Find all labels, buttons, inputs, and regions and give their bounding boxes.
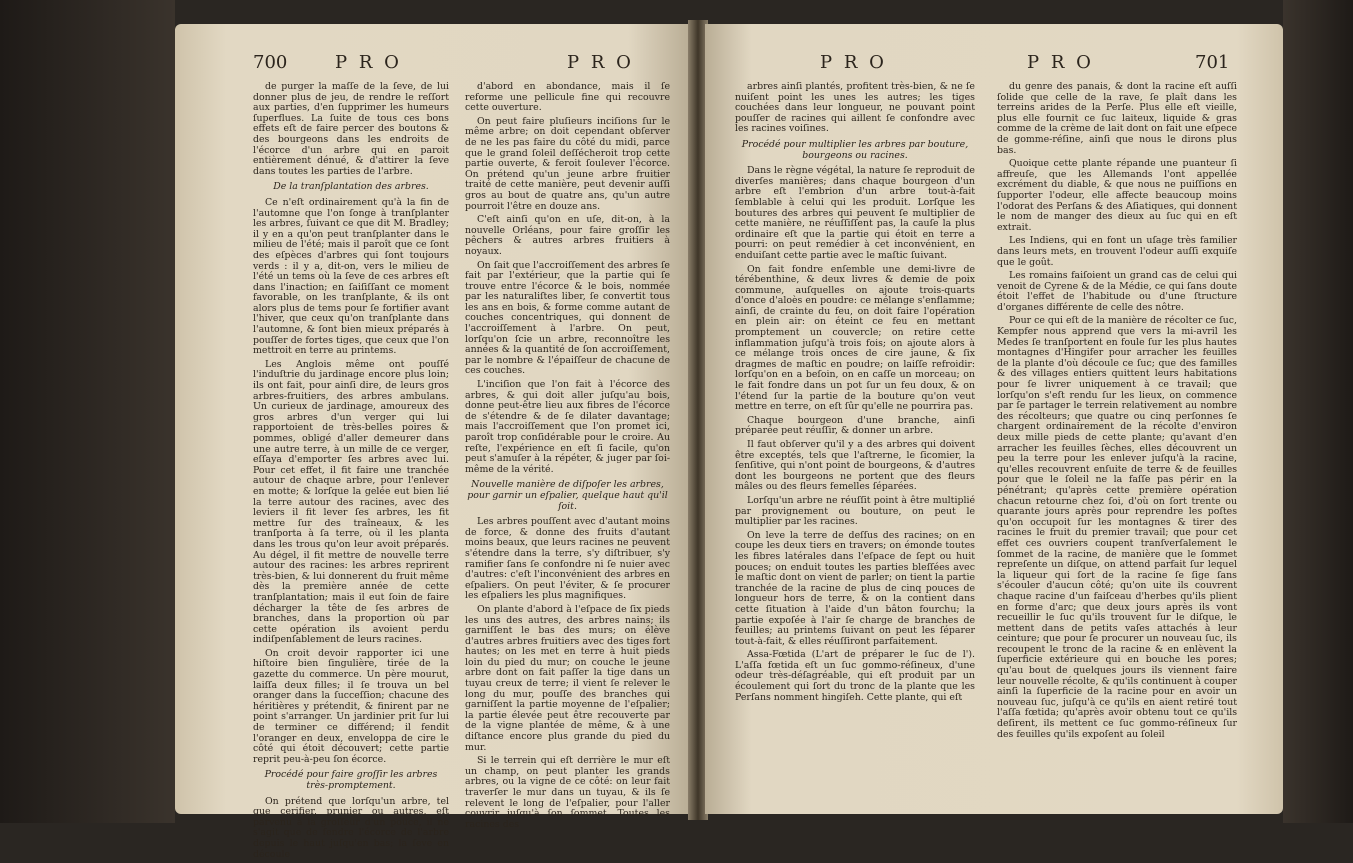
paragraph: Lorſqu'un arbre ne réuſſit point à être multiplié par provignement ou bouture, on peut le multiplier par les racines.: [735, 494, 975, 528]
background-right: [1283, 0, 1353, 823]
paragraph: On ſait que l'accroiſſement des arbres ſe fait par l'extérieur, que la partie qui ſe trouve entre l'écorce & le bois, nommée par les naturaliſtes liber, ſe convertit tous les ans en bois, & forme comme autant de couches concentriques, qui donnent de l'accroiſſement à l'arbre. On peut, lorſqu'on ſcie un arbre, reconnoître les années & la quantité de ſon accroiſſement, par le nombre & l'épaiſſeur de chacune de ces couches.: [465, 259, 670, 377]
left-header-right: P R O: [567, 52, 634, 73]
section-heading: Procédé pour multiplier les arbres par bouture, bourgeons ou racines.: [741, 138, 969, 161]
paragraph: Chaque bourgeon d'une branche, ainſi préparée peut réuſſir, & donner un arbre.: [735, 414, 975, 437]
paragraph: arbres ainſi plantés, profitent très-bien, & ne ſe nuiſent point les unes les autres; les tiges couchées dans leur longueur, ne pouvant point pouſſer de racines qui aillent ſe confondre avec les racines voiſines.: [735, 81, 975, 135]
left-page-number: 700: [253, 52, 288, 73]
section-heading: Nouvelle manière de diſpoſer les arbres, pour garnir un eſpalier, quelque haut qu'il ſoit.: [467, 479, 668, 512]
paragraph: Les Indiens, qui en font un uſage très familier dans leurs mets, en trouvent l'odeur auſſi exquiſe que le goût.: [997, 235, 1237, 268]
left-header-left: P R O: [335, 52, 402, 73]
paragraph: On fait fondre enſemble une demi-livre de térébenthine, & deux livres & demie de poix commune, auſquelles on ajoute trois-quarts d'once d'aloès en poudre: ce mélange s'enflamme; ainſi, de crainte du feu, on doit faire l'opération en plein air: on éteint ce feu en mettant promptement un couvercle; on retire cette inflammation juſqu'à trois fois; on ajoute alors à ce mélange trois onces de cire jaune, & ſix dragmes de maſtic en poudre; on laiſſe refroidir: lorſqu'on en a beſoin, on en caſſe un morceau; on le fait fondre dans un pot ſur un feu doux, & on l'étend ſur la partie de la bouture qu'on veut mettre en terre, on eſt ſûr qu'elle ne pourrira pas.: [735, 263, 975, 413]
paragraph: Assa-Fœtida (L'art de préparer le ſuc de l'). L'aſſa fœtida eſt un ſuc gommo-réſineux, d'une odeur très-déſagréable, qui eſt produit par un écoulement qui ſort du tronc de la plante que les Perſans nomment hingiſeh. Cette plante, qui eſt: [735, 649, 975, 703]
paragraph: On croit devoir rapporter ici une hiſtoire bien ſingulière, tirée de la gazette du commerce. Un père mourut, laiſſa deux filles; il ſe trouva un bel oranger dans la ſucceſſion; chacune des héritières y prétendit, & finirent par ne point s'arranger. Un jardinier prit ſur lui de terminer ce différend; il fendit l'oranger en deux, enveloppa de cire le côté qui étoit découvert; cette partie reprit peu-à-peu ſon écorce.: [253, 647, 449, 765]
paragraph: Les romains faiſoient un grand cas de celui qui venoit de Cyrene & de la Médie, ce qui ſans doute étoit l'effet de l'habitude ou d'une ſtructure d'organes différente de celle des nôtre.: [997, 270, 1237, 313]
paragraph: C'eſt ainſi qu'on en uſe, dit-on, à la nouvelle Orléans, pour faire groſſir les pêchers & autres arbres fruitiers à noyaux.: [465, 214, 670, 257]
left-page: [175, 24, 690, 860]
paragraph: Il faut obſerver qu'il y a des arbres qui doivent être exceptés, tels que l'aſtrerne, le ſicomier, la ſenſitive, qui n'ont point de bourgeons, & d'autres dont les bourgeons ne portent que des fleurs mâles ou des fleurs femelles ſéparées.: [735, 439, 975, 493]
right-column-1: [735, 82, 975, 706]
paragraph: de purger la maſſe de la ſeve, de lui donner plus de jeu, de rendre le reſſort aux parties, d'en ſupprimer les humeurs ſuperflues. La ſuite de tous ces bons effets eſt de faire percer des boutons & des bourgeons dans les endroits de l'écorce d'un arbre qui en paroit entièrement dénué, & d'attirer la ſeve dans toutes les parties de l'arbre.: [253, 81, 449, 177]
paragraph: On prétend que lorſqu'un arbre, tel que cerifier, prunier ou autres, eſt parvenu à la groſſeur d'un pouce, il ne s'agit que de fendre l'écorce de l'arbre depuis le haut juſqu'en bas; la ſeve en découle: [253, 795, 449, 860]
section-heading: Procédé pour faire groſſir les arbres très-promptement.: [264, 769, 438, 791]
paragraph: On leve la terre de deſſus des racines; on en coupe les deux tiers en travers; on émonde toutes les fibres latérales dans l'eſpace de ſept ou huit pouces; on enduit toutes les parties bleſſées avec le maſtic dont on vient de parler; on tient la partie tranchée de la racine de plus de cinq pouces de longueur hors de terre, & on la contient dans cette ſituation à l'aide d'un bâton fourchu; la partie expoſée à l'air ſe charge de branches de feuilles; au printems ſuivant on peut les ſéparer tout-à-fait, & elles réuſſiront parfaitement.: [735, 529, 975, 647]
left-column-2: [465, 82, 670, 833]
paragraph: Les Anglois même ont pouſſé l'induſtrie du jardinage encore plus loin; ils ont fait, pour ainſi dire, de leurs gros arbres-fruitiers, des arbres ambulans. Un curieux de jardinage, amoureux des gros arbres d'un verger qui lui rapportoient de très-belles poires & pommes, obligé d'aller demeurer dans une autre terre, à un mille de ce verger, eſſaya d'emporter ſes arbres avec lui. Pour cet effet, il fit faire une tranchée autour de chaque arbre, pour l'enlever en motte; & lorſque la gelée eut bien lié la terre autour des racines, avec des leviers il fit lever ſes arbres, les fit mettre ſur des traîneaux, & les tranſporta à ſa terre, où il les planta dans les trous qu'on leur avoit préparés. Au dégel, il fit mettre de nouvelle terre autour des racines: les arbres reprirent très-bien, & lui donnerent du fruit même dès la première année de cette tranſplantation; mais il eut ſoin de faire décharger la tête de ſes arbres de branches, dans la proportion où par cette opération ils avoient perdu indiſpenſablement de leurs racines.: [253, 358, 449, 646]
paragraph: Les arbres pouſſent avec d'autant moins de force, & donne des fruits d'autant moins beaux, que leurs racines ne peuvent s'étendre dans la terre, s'y diſtribuer, s'y ramifier ſans ſe confondre ni ſe nuier avec d'autres: c'eſt l'inconvénient des arbres en eſpaliers. On peut l'éviter, & ſe procurer les eſpaliers les plus magnifiques.: [465, 516, 670, 602]
paragraph: Quoique cette plante répande une puanteur ſi affreuſe, que les Allemands l'ont appellée excrément du diable, & que nous ne puiſſions en ſupporter l'odeur, elle affecte beaucoup moins l'odorat des Perſans & des Aſiatiques, qui donnent le nom de manger des dieux au ſuc qui en eſt extrait.: [997, 158, 1237, 233]
paragraph: Si le terrein qui eſt derrière le mur eſt un champ, on peut planter les grands arbres, ou la vigne de ce côté: on leur fait traverſer le mur dans un tuyau, & ils ſe relevent le long de l'eſpalier, pour l'aller couvrir juſqu'à ſon ſommet. Toutes les racines des: [465, 755, 670, 830]
paragraph: Ce n'eſt ordinairement qu'à la fin de l'automne que l'on ſonge à tranſplanter les arbres, ſuivant ce que dit M. Bradley; il y en a qu'on peut tranſplanter dans le milieu de l'été; mais il paroît que ce ſont des eſpèces d'arbres qui ſont toujours verds : il y a, dit-on, vers le milieu de l'été un tems où la ſeve de ces arbres eſt dans l'inaction; en ſaiſiſſant ce moment favorable, on les tranſplante, & ils ont alors plus de tems pour ſe fortifier avant l'hiver, que ceux qu'on tranſplante dans l'automne, & ſont bien mieux préparés à pouſſer de fortes tiges, que ceux que l'on mettroit en terre au printems.: [253, 196, 449, 357]
right-header-right: P R O: [1027, 52, 1094, 73]
paragraph: On peut faire pluſieurs inciſions ſur le même arbre; on doit cependant obſerver de ne les pas faire du côté du midi, parce que le grand ſoleil deſſécheroit trop cette partie ouverte, & feroit ſoulever l'écorce. On prétend qu'un jeune arbre fruitier traité de cette manière, peut devenir auſſi gros au bout de quatre ans, qu'un autre pourroit l'être en douze ans.: [465, 115, 670, 212]
right-page-number: 701: [1195, 52, 1230, 73]
paragraph: d'abord en abondance, mais il ſe reforme une pellicule fine qui recouvre cette ouverture.: [465, 81, 670, 114]
left-column-1: [253, 82, 449, 863]
section-heading: De la tranſplantation des arbres.: [273, 181, 429, 193]
paragraph: L'inciſion que l'on fait à l'écorce des arbres, & qui doit aller juſqu'au bois, donne peut-être lieu aux fibres de l'écorce de s'étendre & de ſe dilater davantage; mais l'accroiſſement que l'on promet ici, paroît trop conſidérable pour le croire. Au reſte, l'expérience en eſt ſi facile, qu'on peut s'amuſer à la répéter, & juger par ſoi-même de la vérité.: [465, 379, 670, 475]
paragraph: On plante d'abord à l'eſpace de ſix pieds les uns des autres, des arbres nains; ils garniſſent le bas des murs; on élève d'autres arbres fruitiers avec des tiges fort hautes; on les met en terre à huit pieds loin du pied du mur; on couche le jeune arbre dont on fait paſſer la tige dans un tuyau creux de terre; il vient ſe relever le long du mur, pouſſe des branches qui garniſſent la partie moyenne de l'eſpalier; la partie élevée peut être recouverte par de la vigne plantée de même, & à une diſtance encore plus grande du pied du mur.: [465, 603, 670, 753]
paragraph: du genre des panais, & dont la racine eſt auſſi ſolide que celle de la rave, ſe plaît dans les terreins arides de la Perſe. Plus elle eſt vieille, plus elle fournit ce ſuc laiteux, liquide & gras comme de la crème de lait dont on fait une eſpece de gomme-réſine, ainſi que nous le dirons plus bas.: [997, 81, 1237, 156]
paragraph: Pour ce qui eſt de la manière de récolter ce ſuc, Kempfer nous apprend que vers la mi-avril les Medes ſe tranſportent en foule ſur les plus hautes montagnes d'Hingifer pour arracher les feuilles de la plante d'où découle ce ſuc; que des familles & des villages entiers quittent leurs habitations pour ſe livrer uniquement à ce travail; que lorſqu'on s'eſt rendu ſur les lieux, on commence par ſe partager le terrein relativement au nombre des récolteurs; que quatre ou cinq perſonnes ſe chargent ordinairement de la récolte d'environ deux mille pieds de cette plante; qu'avant d'en arracher les feuilles ſèches, elles découvrent un peu la terre pour les enlever juſqu'à la racine, qu'elles recouvrent enſuite de terre & de feuilles pour que le ſoleil ne la faſſe pas périr en la pénétrant; qu'après cette première opération chacun retourne chez ſoi, d'où on ſort trente ou quarante jours après pour reprendre les poſtes qu'on occupoit ſur les montagnes & tirer des racines le fruit du premier travail; que pour cet effet ces ouvriers coupent tranſverſalement le ſommet de la racine, de manière que le ſommet repreſente un diſque, on attend parfait ſur lequel la liqueur qui ſort de la racine ſe ſige ſans s'écouler d'aucun côté; qu'on uite ils couvrent chaque racine d'un faiſceau d'herbes qu'ils plient en forme d'arc; que deux jours après ils vont recueillir le ſuc qu'ils trouvent ſur le diſque, le mettent dans de petits vaſes attachés à leur ceinture; que pour ſe procurer un nouveau ſuc, ils recoupent le tronc de la racine & en enlèvent la ſuperficie extérieure qui en bouche les pores; qu'au bout de quelques jours ils viennent faire leur nouvelle récolte, & qu'ils continuent à couper ainſi la ſuperficie de la racine pour en avoir un nouveau ſuc, juſqu'à ce qu'ils en aient retiré tout l'aſſa fœtida; qu'après avoir obtenu tout ce qu'ils deſirent, ils mettent ce ſuc gommo-réſineux ſur des feuilles qu'ils expoſent au ſoleil: [997, 315, 1237, 740]
right-page: [705, 24, 1283, 814]
background-left: [0, 0, 175, 823]
paragraph: Dans le règne végétal, la nature ſe reproduit de diverſes manières; dans chaque bourgeon d'un arbre eſt l'embrion d'un arbre tout-à-fait ſemblable à celui qui les produit. Lorſque les boutures des arbres qui peuvent ſe multiplier de cette manière, ne réuſſiſſent pas, la cauſe la plus ordinaire eſt que la partie qui étoit en terre a pourri: on peut remédier à cet inconvénient, en enduiſant cette partie avec le maſtic ſuivant.: [735, 165, 975, 261]
right-header-left: P R O: [820, 52, 887, 73]
right-column-2: [997, 82, 1237, 743]
